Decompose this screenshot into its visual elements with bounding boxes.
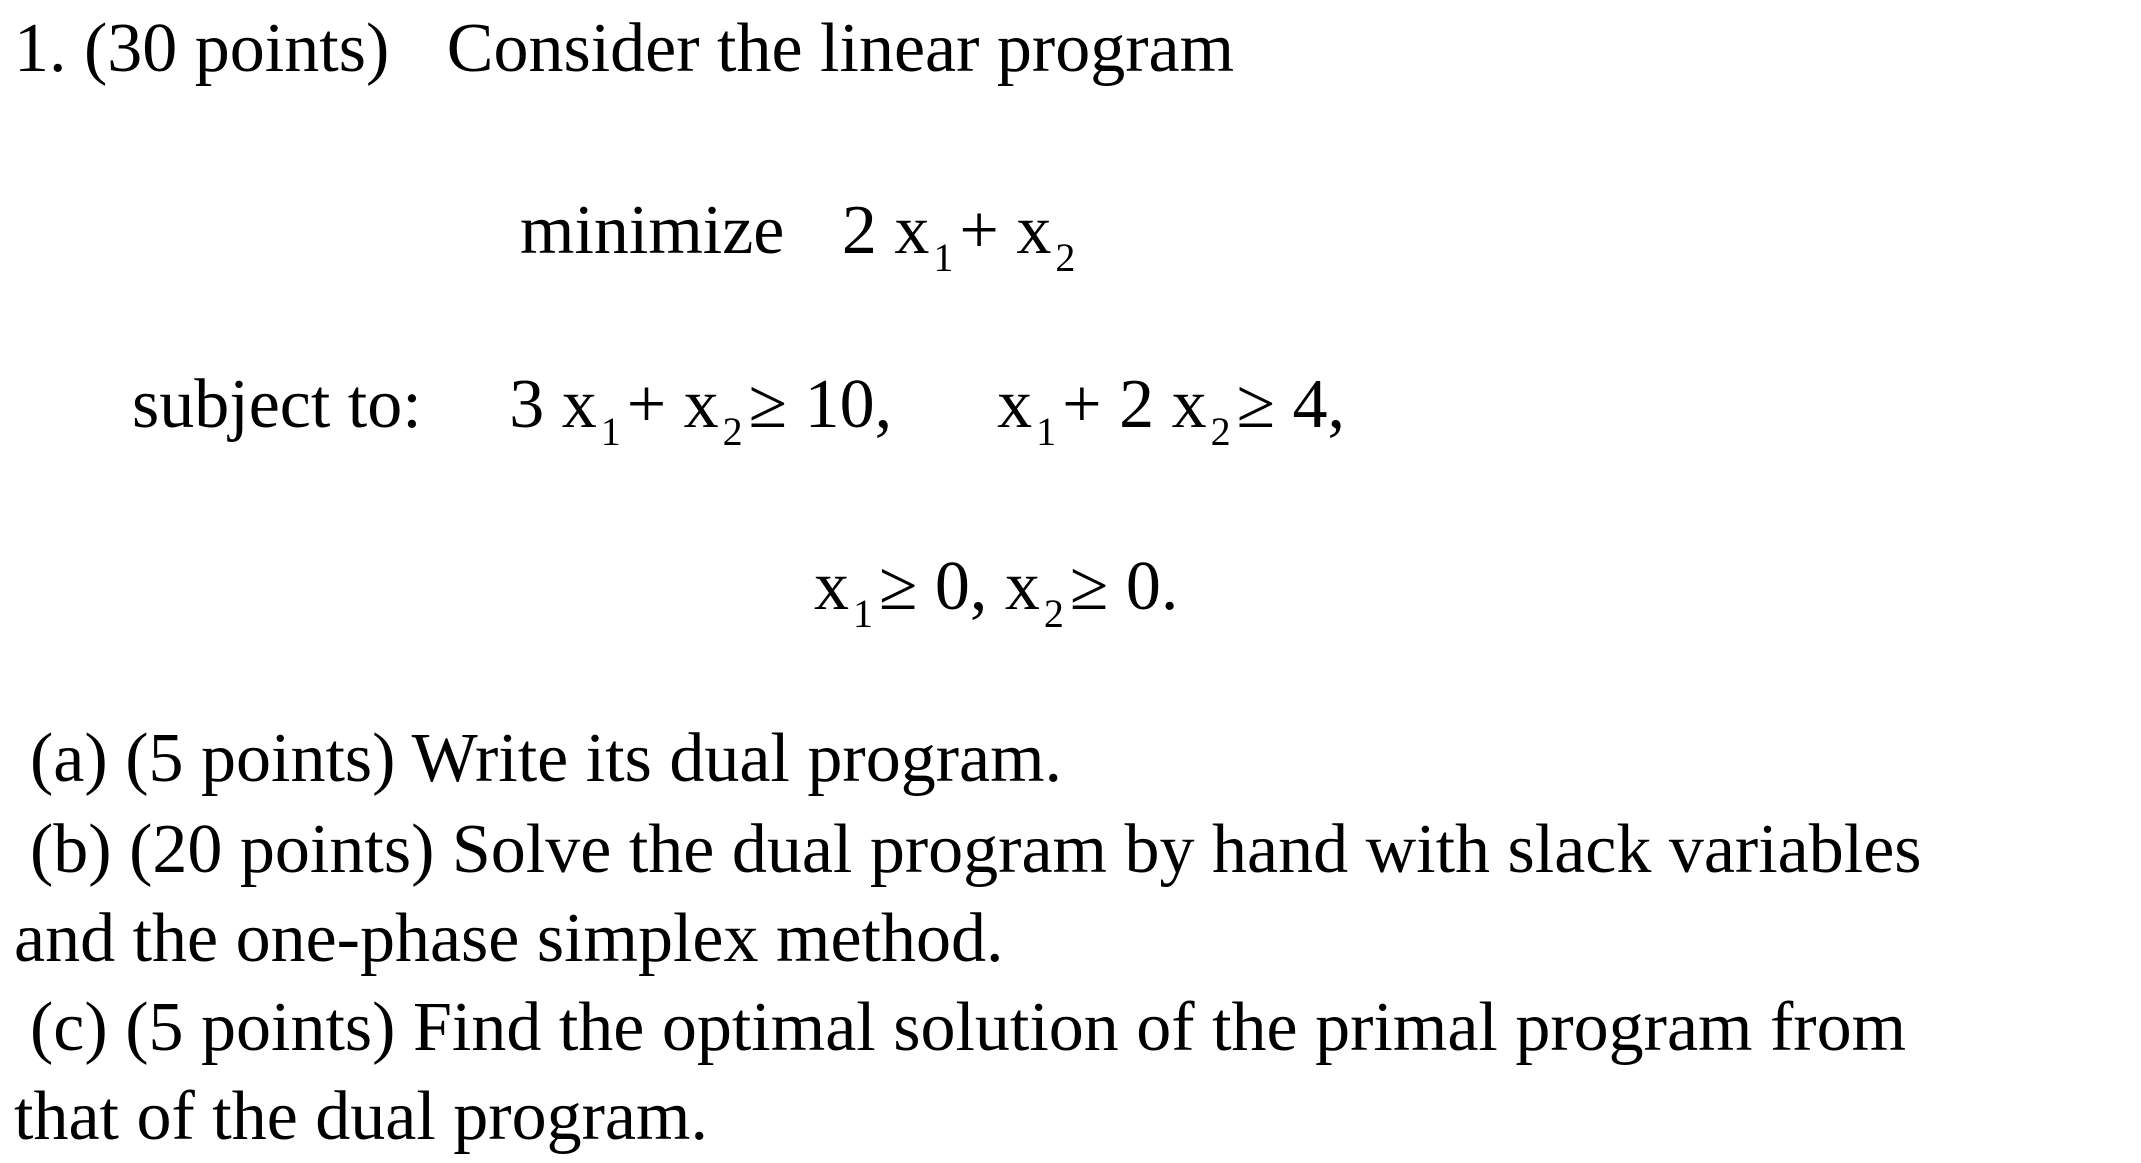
constraint1: 3 x $_1$+ x $_2$≥ 10, [509,366,893,454]
objective-term1: 2 x [841,192,930,269]
objective-keyword: minimize [520,192,785,269]
problem-intro: Consider the linear program [446,10,1235,87]
objective-sub1: 1 [933,235,954,280]
part-b-line2: and the one-phase simplex method. [14,900,1004,977]
constraints-line [132,366,1345,454]
problem-points: (30 points) [84,10,390,87]
part-c-line2: that of the dual program. [14,1078,708,1155]
constraint2: x $_1$+ 2 x $_2$≥ 4, [997,366,1345,454]
objective-term2: + x [959,192,1052,269]
objective-line [520,192,1081,280]
problem-header [14,10,1235,87]
part-c-line1: (c) (5 points) Find the optimal solution of the primal program from [30,989,1907,1066]
objective-sub2: 2 [1055,235,1076,280]
part-b-line1: (b) (20 points) Solve the dual program by hand with slack variables [30,811,1922,888]
nonnegativity-line: x $_1$≥ 0, x $_2$≥ 0. [814,548,1179,636]
part-a: (a) (5 points) Write its dual program. [30,720,1063,797]
constraints-label: subject to: [132,366,422,443]
problem-number: 1. [14,10,67,87]
